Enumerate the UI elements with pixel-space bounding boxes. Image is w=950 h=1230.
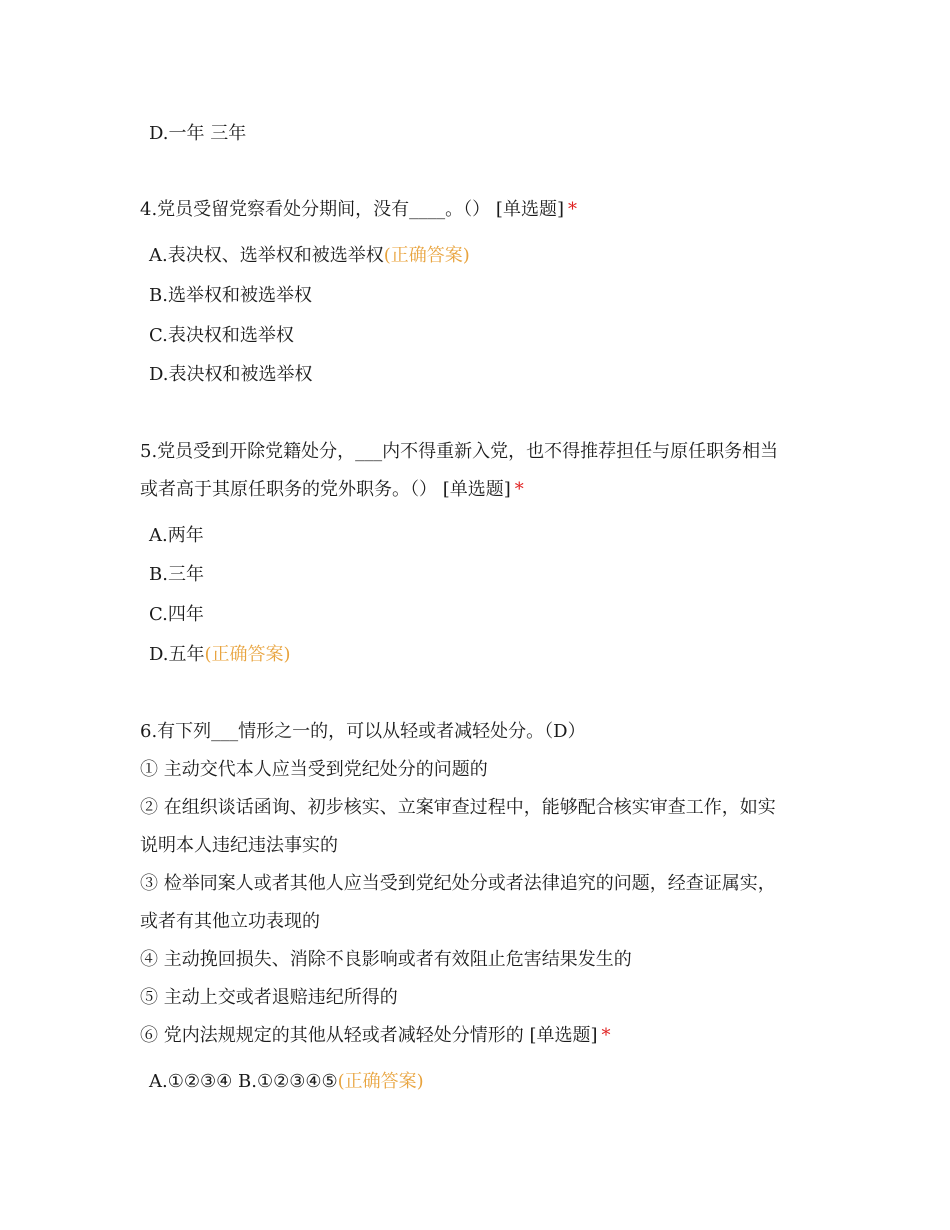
- q5-stem-line2: [140, 477, 524, 503]
- q5-option-a: [149, 523, 204, 549]
- correct-answer-label: (正确答案): [204, 644, 291, 665]
- option-text: C.表决权和选举权: [149, 325, 294, 346]
- q5-option-c: [149, 602, 204, 628]
- item-text: ① 主动交代本人应当受到党纪处分的问题的: [140, 759, 488, 780]
- required-asterisk: *: [514, 479, 524, 500]
- q6-item-1: [140, 757, 488, 783]
- correct-answer-label: (正确答案): [383, 245, 470, 266]
- required-asterisk: *: [601, 1025, 611, 1046]
- q3-option-d: [149, 121, 246, 147]
- q4-option-a: [149, 243, 470, 269]
- q5-stem-line1: [140, 439, 778, 465]
- item-text: 或者有其他立功表现的: [140, 911, 320, 932]
- question-type-tag: [单选题]: [529, 1025, 598, 1046]
- question-type-tag: [单选题]: [442, 479, 511, 500]
- q4-option-d: [149, 362, 313, 388]
- option-text: A.①②③④ B.①②③④⑤: [149, 1071, 338, 1092]
- item-text: 说明本人违纪违法事实的: [140, 835, 338, 856]
- q6-item-6: [140, 1023, 611, 1049]
- q6-item-5: [140, 985, 398, 1011]
- required-asterisk: *: [567, 199, 577, 220]
- option-text: A.表决权、选举权和被选举权: [149, 245, 384, 266]
- q6-item-2-line1: [140, 795, 776, 821]
- item-text: ⑥ 党内法规规定的其他从轻或者减轻处分情形的: [140, 1025, 524, 1046]
- option-text: B.三年: [149, 564, 204, 585]
- q6-item-3-line2: [140, 909, 320, 935]
- option-text: C.四年: [149, 604, 204, 625]
- option-text: A.两年: [149, 525, 204, 546]
- item-text: ④ 主动挽回损失、消除不良影响或者有效阻止危害结果发生的: [140, 949, 632, 970]
- question-text: 6.有下列___情形之一的，可以从轻或者减轻处分。（D）: [140, 721, 586, 742]
- question-type-tag: [单选题]: [495, 199, 564, 220]
- q4-option-c: [149, 323, 294, 349]
- q6-item-4: [140, 947, 632, 973]
- correct-answer-label: (正确答案): [337, 1071, 424, 1092]
- q5-option-d: [149, 642, 291, 668]
- q6-options: [149, 1069, 424, 1095]
- item-text: ② 在组织谈话函询、初步核实、立案审查过程中，能够配合核实审查工作，如实: [140, 797, 776, 818]
- option-text: D.五年: [149, 644, 205, 665]
- q5-option-b: [149, 562, 204, 588]
- q6-item-3-line1: [140, 871, 776, 897]
- question-text: 或者高于其原任职务的党外职务。（）: [140, 479, 437, 500]
- q6-item-2-line2: [140, 833, 338, 859]
- item-text: ⑤ 主动上交或者退赔违纪所得的: [140, 987, 398, 1008]
- question-text: 4.党员受留党察看处分期间，没有____。（）: [140, 199, 491, 220]
- option-text: D.一年 三年: [149, 123, 247, 144]
- q6-stem: [140, 719, 586, 745]
- option-text: B.选举权和被选举权: [149, 285, 312, 306]
- item-text: ③ 检举同案人或者其他人应当受到党纪处分或者法律追究的问题，经查证属实，: [140, 873, 776, 894]
- q4-stem: [140, 197, 577, 223]
- q4-option-b: [149, 283, 312, 309]
- option-text: D.表决权和被选举权: [149, 364, 313, 385]
- question-text: 5.党员受到开除党籍处分，___内不得重新入党，也不得推荐担任与原任职务相当: [140, 441, 779, 462]
